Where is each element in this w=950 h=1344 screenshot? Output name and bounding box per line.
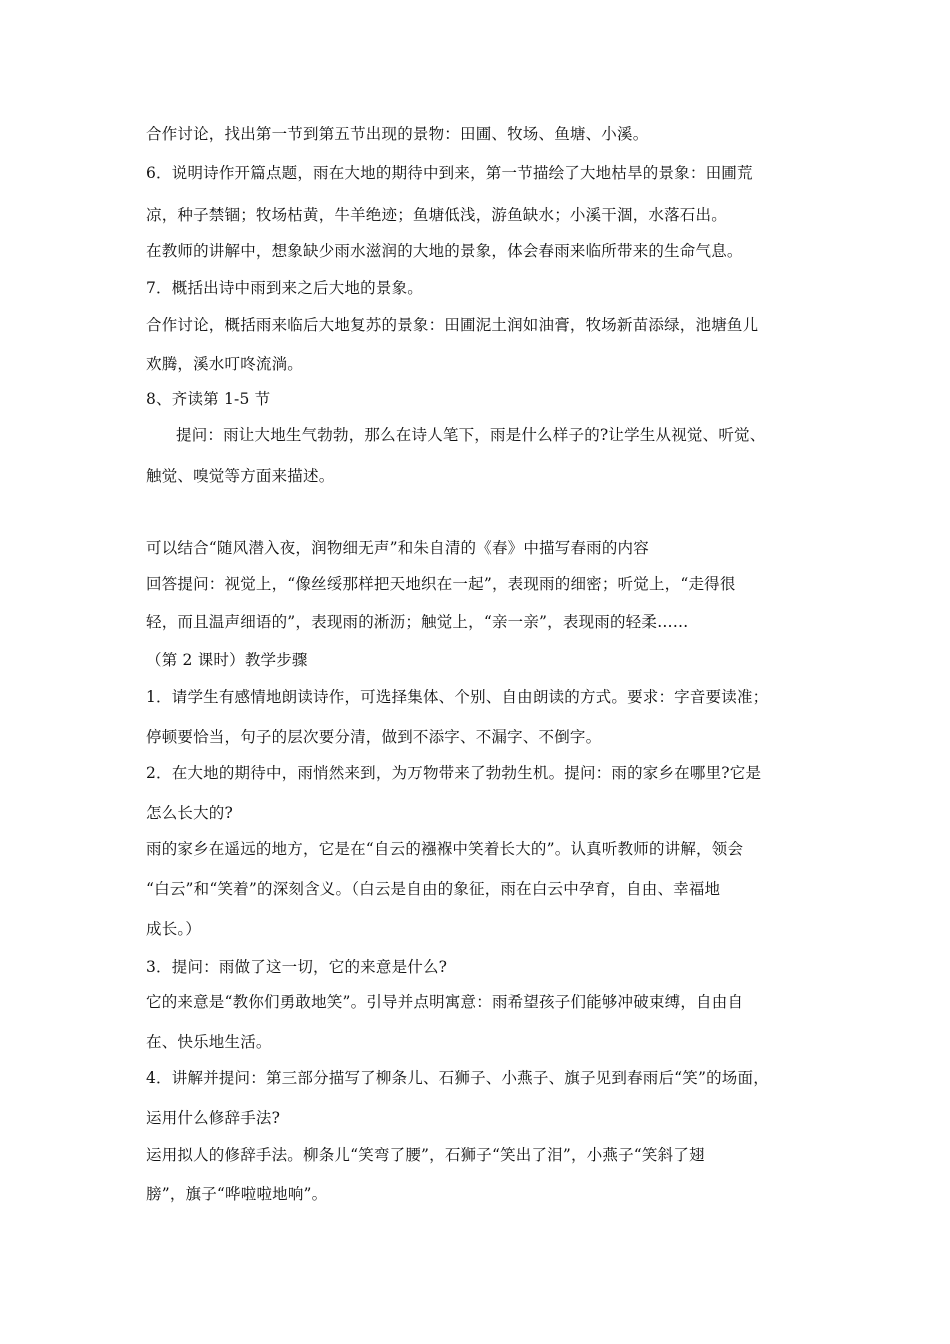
text-line-22: 3．提问：雨做了这一切，它的来意是什么? [146,958,448,976]
text-line-25: 4．讲解并提问：第三部分描写了柳条儿、石狮子、小燕子、旗子见到春雨后“笑”的场面， [146,1069,769,1087]
text-line-24: 在、快乐地生活。 [146,1033,272,1051]
text-line-28: 膀”，旗子“哗啦啦地响”。 [146,1185,328,1203]
text-line-18: 怎么长大的? [146,804,234,822]
text-line-7: 欢腾，溪水叮咚流淌。 [146,355,304,373]
text-line-17: 2．在大地的期待中，雨悄然来到，为万物带来了勃勃生机。提问：雨的家乡在哪里?它是 [146,764,762,782]
text-line-1: 合作讨论，找出第一节到第五节出现的景物：田圃、牧场、鱼塘、小溪。 [146,125,649,143]
text-line-26: 运用什么修辞手法? [146,1109,281,1127]
text-line-20: “白云”和“笑着”的深刻含义。（白云是自由的象征，雨在白云中孕育，自由、幸福地 [146,880,721,898]
text-line-14: （第 2 课时）教学步骤 [146,651,308,669]
text-line-15: 1．请学生有感情地朗读诗作，可选择集体、个别、自由朗读的方式。要求：字音要读准； [146,688,769,706]
text-line-16: 停顿要恰当，句子的层次要分清，做到不添字、不漏字、不倒字。 [146,728,602,746]
text-line-6: 合作讨论，概括雨来临后大地复苏的景象：田圃泥土润如油膏，牧场新苗添绿，池塘鱼儿 [146,316,759,334]
text-line-2: 6．说明诗作开篇点题，雨在大地的期待中到来，第一节描绘了大地枯旱的景象：田圃荒 [146,164,753,182]
text-line-9: 提问：雨让大地生气勃勃，那么在诗人笔下，雨是什么样子的?让学生从视觉、听觉、 [176,426,766,444]
text-line-13: 轻，而且温声细语的”，表现雨的淅沥；触觉上，“亲一亲”，表现雨的轻柔…… [146,613,689,631]
text-line-12: 回答提问：视觉上，“像丝绥那样把天地织在一起”，表现雨的细密；听觉上，“走得很 [146,575,736,593]
text-line-4: 在教师的讲解中，想象缺少雨水滋润的大地的景象，体会春雨来临所带来的生命气息。 [146,242,743,260]
text-line-11: 可以结合“随风潜入夜，润物细无声”和朱自清的《春》中描写春雨的内容 [146,539,649,557]
text-line-27: 运用拟人的修辞手法。柳条儿“笑弯了腰”，石狮子“笑出了泪”，小燕子“笑斜了翅 [146,1146,705,1164]
text-line-10: 触觉、嗅觉等方面来描述。 [146,467,335,485]
text-line-23: 它的来意是“教你们勇敢地笑”。引导并点明寓意：雨希望孩子们能够冲破束缚，自由自 [146,993,744,1011]
text-line-3: 凉，种子禁锢；牧场枯黄，牛羊绝迹；鱼塘低浅，游鱼缺水；小溪干涸，水落石出。 [146,206,727,224]
text-line-19: 雨的家乡在遥远的地方，它是在“自云的襁褓中笑着长大的”。认真听教师的讲解，领会 [146,840,744,858]
text-line-5: 7．概括出诗中雨到来之后大地的景象。 [146,279,423,297]
text-line-8: 8、齐读第 1-5 节 [146,390,271,408]
text-line-21: 成长。） [146,920,202,938]
